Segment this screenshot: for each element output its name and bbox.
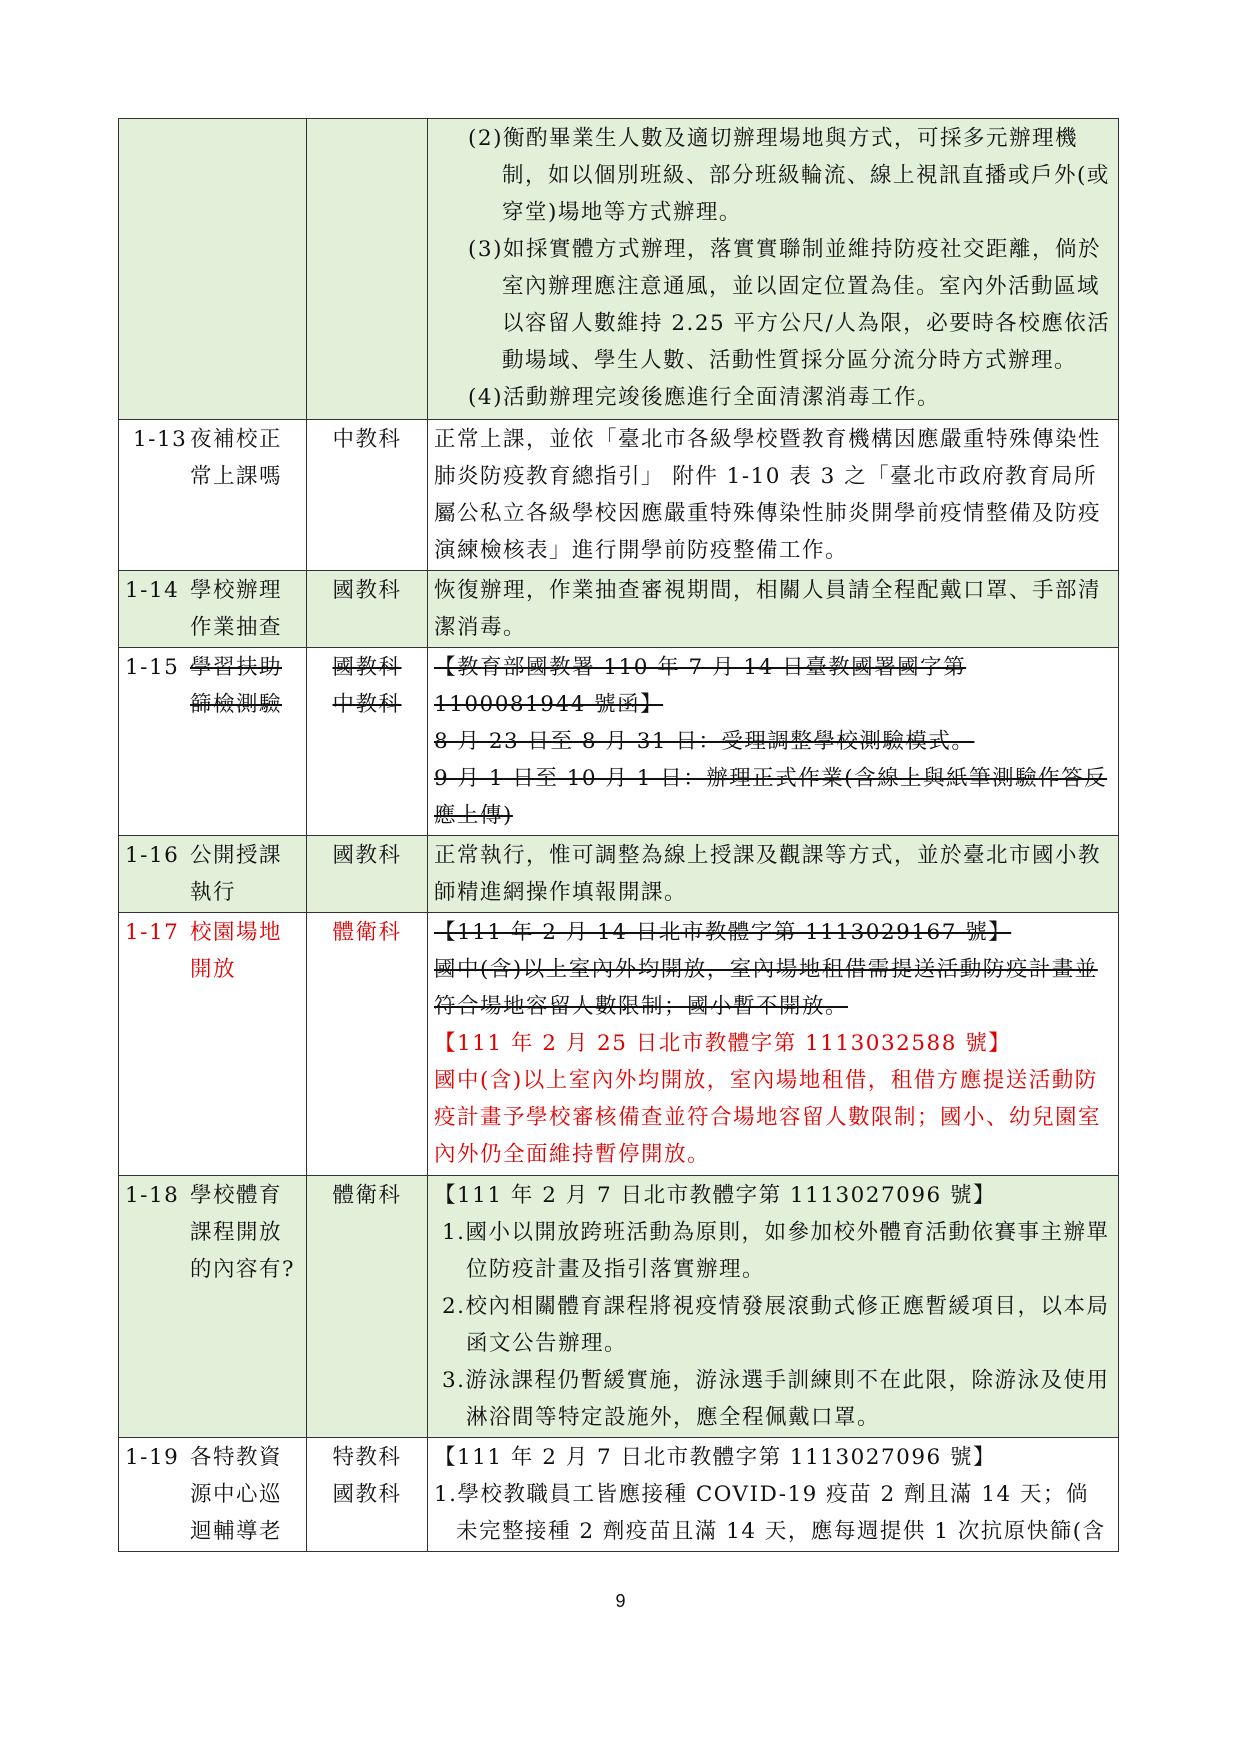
dept-cell — [307, 420, 428, 571]
dept-line: 體衛科 — [332, 1183, 402, 1208]
topic-line: 各特教資 — [190, 1445, 283, 1470]
topic-line: 作業抽查 — [190, 615, 283, 640]
content-cell — [428, 836, 1119, 913]
topic-line: 源中心巡 — [190, 1482, 283, 1507]
content-item: 【111 年 2 月 14 日北市教體字第 1113029167 號】 — [434, 920, 1012, 945]
dept-line: 體衛科 — [332, 920, 402, 945]
topic-line: 的內容有? — [190, 1257, 296, 1282]
topic-cell — [119, 420, 307, 571]
content-item: 【111 年 2 月 7 日北市教體字第 1113027096 號】 — [434, 1445, 997, 1470]
content-item: 1.國小以開放跨班活動為原則，如參加校外體育活動依賽事主辦單位防疫計畫及指引落實辦理。 — [442, 1220, 1110, 1282]
content-cell — [428, 119, 1119, 420]
topic-line: 學校體育 — [190, 1183, 283, 1208]
dept-cell — [307, 571, 428, 648]
content-item: 國中(含)以上室內外均開放，室內場地租借，租借方應提送活動防疫計畫予學校審核備查並符合場地容留人數限制；國小、幼兒園室內外仍全面維持暫停開放。 — [434, 1068, 1102, 1167]
dept-cell — [307, 119, 428, 420]
content-cell — [428, 1176, 1119, 1438]
content-item: 1.學校教職員工皆應接種 COVID-19 疫苗 2 劑且滿 14 天；倘未完整接種 2 劑疫苗且滿 14 天，應每週提供 1 次抗原快篩(含 — [434, 1482, 1106, 1544]
dept-line: 特教科 — [332, 1445, 402, 1470]
table-row — [119, 119, 1119, 420]
topic-line: 執行 — [190, 880, 237, 905]
item-number: 1-16 — [125, 843, 180, 868]
dept-line: 國教科 — [332, 578, 402, 603]
topic-cell — [119, 1176, 307, 1438]
topic-line: 學校辦理 — [190, 578, 283, 603]
content-item: (2)衡酌畢業生人數及適切辦理場地與方式，可採多元辦理機制，如以個別班級、部分班級輪流、線上視訊直播或戶外(或穿堂)場地等方式辦理。 — [468, 126, 1110, 225]
content-item: 8 月 23 日至 8 月 31 日：受理調整學校測驗模式。 — [434, 729, 975, 754]
topic-line: 篩檢測驗 — [190, 692, 283, 717]
dept-cell — [307, 836, 428, 913]
content-item: 【教育部國教署 110 年 7 月 14 日臺教國署國字第 1100081944 號函】 — [434, 655, 967, 717]
topic-cell — [119, 1438, 307, 1552]
item-number: 1-19 — [125, 1445, 180, 1470]
table-row — [119, 571, 1119, 648]
table-row — [119, 648, 1119, 836]
topic-cell — [119, 836, 307, 913]
item-number: 1-18 — [125, 1183, 180, 1208]
content-item: (4)活動辦理完竣後應進行全面清潔消毒工作。 — [468, 385, 940, 410]
content-item: 9 月 1 日至 10 月 1 日：辦理正式作業(含線上與紙筆測驗作答反應上傳) — [434, 766, 1108, 828]
item-number: 1-17 — [125, 920, 180, 945]
page-number: 9 — [615, 1591, 626, 1611]
dept-line: 中教科 — [332, 427, 402, 452]
topic-line: 公開授課 — [190, 843, 283, 868]
topic-line: 學習扶助 — [190, 655, 283, 680]
content-item: 2.校內相關體育課程將視疫情發展滾動式修正應暫緩項目，以本局函文公告辦理。 — [442, 1294, 1110, 1356]
dept-cell — [307, 1176, 428, 1438]
item-number: 1-15 — [125, 655, 180, 680]
table-row — [119, 836, 1119, 913]
topic-cell — [119, 119, 307, 420]
topic-line: 迴輔導老 — [190, 1519, 283, 1544]
topic-cell — [119, 913, 307, 1176]
topic-line: 常上課嗎 — [190, 464, 283, 489]
dept-line: 國教科 — [332, 843, 402, 868]
content-item: 正常上課，並依「臺北市各級學校暨教育機構因應嚴重特殊傳染性肺炎防疫教育總指引」 附件 1-10 表 3 之「臺北市政府教育局所屬公私立各級學校因應嚴重特殊傳染性肺炎開學前疫情整備及防疫演練檢核表」進行開學前防疫整備工作。 — [434, 427, 1102, 563]
content-cell — [428, 913, 1119, 1176]
topic-cell — [119, 571, 307, 648]
topic-line: 課程開放 — [190, 1220, 283, 1245]
topic-cell — [119, 648, 307, 836]
dept-cell — [307, 1438, 428, 1552]
dept-cell — [307, 913, 428, 1176]
table-row — [119, 1438, 1119, 1552]
table-row — [119, 1176, 1119, 1438]
topic-line: 開放 — [190, 957, 237, 982]
table-row — [119, 420, 1119, 571]
content-item: 3.游泳課程仍暫緩實施，游泳選手訓練則不在此限，除游泳及使用淋浴間等特定設施外，應全程佩戴口罩。 — [442, 1368, 1110, 1430]
content-item: 國中(含)以上室內外均開放，室內場地租借需提送活動防疫計畫並符合場地容留人數限制；國小暫不開放。 — [434, 957, 1098, 1019]
item-number: 1-14 — [125, 578, 180, 603]
content-cell — [428, 420, 1119, 571]
topic-line: 夜補校正 — [190, 427, 283, 452]
topic-line: 校園場地 — [190, 920, 283, 945]
dept-line: 中教科 — [332, 692, 402, 717]
content-item: 恢復辦理，作業抽查審視期間，相關人員請全程配戴口罩、手部清潔消毒。 — [434, 578, 1102, 640]
content-cell — [428, 571, 1119, 648]
faq-table — [118, 118, 1119, 1552]
dept-line: 國教科 — [332, 655, 402, 680]
item-number: 1-13 — [133, 427, 188, 452]
dept-cell — [307, 648, 428, 836]
content-item: 正常執行，惟可調整為線上授課及觀課等方式，並於臺北市國小教師精進網操作填報開課。 — [434, 843, 1102, 905]
dept-line: 國教科 — [332, 1482, 402, 1507]
content-item: 【111 年 2 月 25 日北市教體字第 1113032588 號】 — [434, 1031, 1012, 1056]
content-item: (3)如採實體方式辦理，落實實聯制並維持防疫社交距離，倘於室內辦理應注意通風，並以固定位置為佳。室內外活動區域以容留人數維持 2.25 平方公尺/人為限，必要時各校應依活動場域、學生人數、活動性質採分區分流分時方式辦理。 — [468, 237, 1111, 373]
content-cell — [428, 1438, 1119, 1552]
table-row — [119, 913, 1119, 1176]
content-item: 【111 年 2 月 7 日北市教體字第 1113027096 號】 — [434, 1183, 997, 1208]
content-cell — [428, 648, 1119, 836]
